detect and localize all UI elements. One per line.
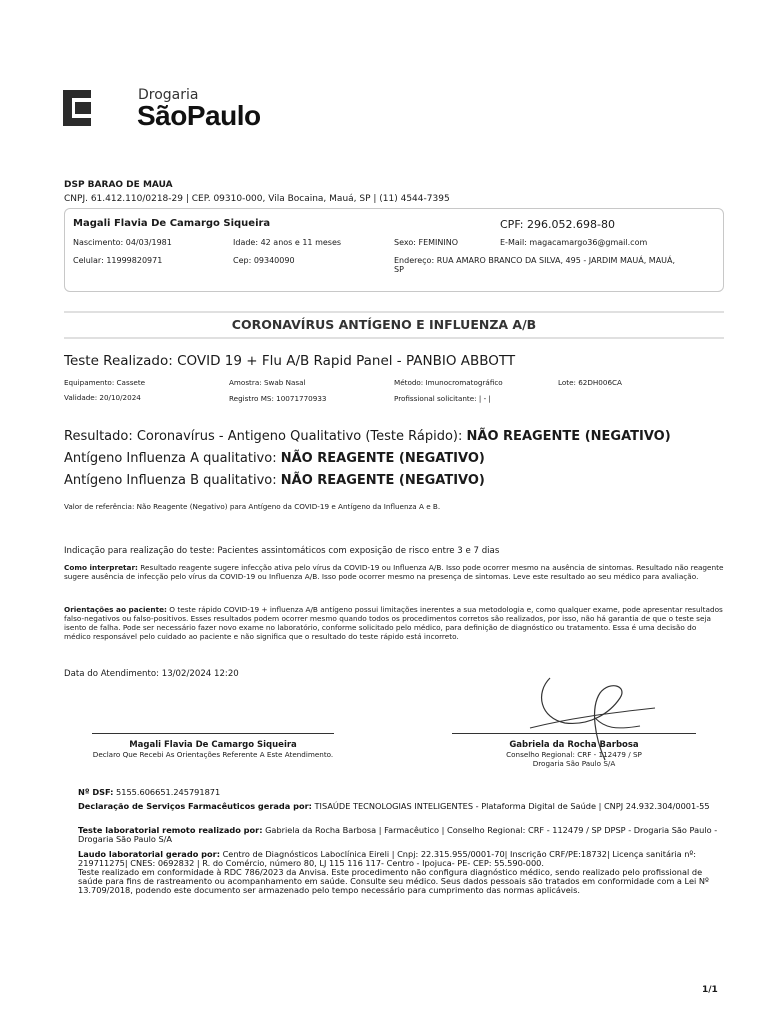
brand-title: SãoPaulo — [137, 100, 261, 131]
pharmacist-name: Gabriela da Rocha Barbosa — [509, 740, 639, 750]
pharmacist-signature-line — [452, 733, 696, 734]
remote-test-performer: Teste laboratorial remoto realizado por: Gabriela da Rocha Barbosa | Farmacêutico | Conselho Regional: CRF - 112479 / SP DPSP - Drogaria São Paulo - Drogaria São Paulo S/A — [78, 825, 718, 844]
store-name: DSP BARAO DE MAUA — [64, 180, 173, 190]
declaration-generator: Declaração de Serviços Farmacêuticos gerada por: TISAÚDE TECNOLOGIAS INTELIGENTES - Plataforma Digital de Saúde | CNPJ 24.932.304/0001-55 — [78, 801, 710, 811]
result-influenza-b: Antígeno Influenza B qualitativo: NÃO REAGENTE (NEGATIVO) — [64, 473, 485, 488]
store-info: CNPJ. 61.412.110/0218-29 | CEP. 09310-000, Vila Bocaina, Mauá, SP | (11) 4544-7395 — [64, 194, 450, 204]
report-generator: Laudo laboratorial gerado por: Centro de Diagnósticos Laboclínica Eireli | Cnpj: 22.315.955/0001-70| Inscrição CRF/PE:18732| Licença sanitária nº: 219711275| CNES: 0692832 | R. do Comércio, número 80, LJ 115 116 117- Centro - Ipojuca- PE- CEP: 55.590-000. — [78, 849, 697, 868]
patient-sex: Sexo: FEMININO — [394, 238, 459, 247]
pharmacist-store: Drogaria São Paulo S/A — [532, 759, 616, 768]
test-sample: Amostra: Swab Nasal — [229, 378, 306, 387]
patient-signature-line — [92, 733, 334, 734]
interpretation-paragraph: Como interpretar: Resultado reagente sugere infecção ativa pelo vírus da COVID-19 ou Influenza A/B. Isso pode ocorrer mesmo na ausência de sintomas. Resultado não reagente sugere ausência de infecção pelo vírus da COVID-19 ou Influenza A/B. Isso pode ocorrer mesmo na presença de sintomas. Leve este resultado ao seu médico para avaliação. — [64, 563, 724, 581]
patient-cpf: CPF: 296.052.698-80 — [500, 218, 615, 231]
test-performed: Teste Realizado: COVID 19 + Flu A/B Rapid Panel - PANBIO ABBOTT — [64, 353, 516, 369]
result-covid-value: NÃO REAGENTE (NEGATIVO) — [466, 429, 671, 444]
page-number: 1/1 — [702, 985, 718, 995]
patient-phone: Celular: 11999820971 — [73, 256, 163, 265]
test-validity: Validade: 20/10/2024 — [64, 393, 141, 402]
test-equipment: Equipamento: Cassete — [64, 378, 146, 387]
title-divider-top — [64, 311, 724, 313]
patient-name: Magali Flavia De Camargo Siqueira — [73, 218, 271, 229]
patient-address: Endereço: RUA AMARO BRANCO DA SILVA, 495 - JARDIM MAUÁ, MAUÁ, — [394, 256, 676, 265]
test-requester: Profissional solicitante: | - | — [394, 394, 491, 403]
patient-age: Idade: 42 anos e 11 meses — [233, 238, 342, 247]
dsf-number: Nº DSF: 5155.606651.245791871 — [78, 787, 221, 797]
result-covid: Resultado: Coronavírus - Antigeno Qualitativo (Teste Rápido): NÃO REAGENTE (NEGATIVO) — [64, 429, 671, 444]
result-influenza-a-value: NÃO REAGENTE (NEGATIVO) — [280, 451, 485, 466]
test-indication: Indicação para realização do teste: Pacientes assintomáticos com exposição de risco entre 3 e 7 dias — [64, 546, 500, 556]
test-lot: Lote: 62DH006CA — [558, 378, 622, 387]
test-registry: Registro MS: 10071770933 — [229, 394, 327, 403]
patient-signature-name: Magali Flavia De Camargo Siqueira — [129, 740, 297, 750]
logo-icon — [63, 90, 91, 126]
pharmacist-registration: Conselho Regional: CRF - 112479 / SP — [506, 750, 642, 759]
patient-email: E-Mail: magacamargo36@gmail.com — [500, 238, 648, 247]
attendance-date: Data do Atendimento: 13/02/2024 12:20 — [64, 669, 239, 679]
compliance-notice: Teste realizado em conformidade à RDC 786/2023 da Anvisa. Este procedimento não configura diagnóstico médico, sendo realizado pelo profissional de saúde para fins de rastreamento ou acompanhamento em saúde. Consulte seu médico. Seus dados pessoais são tratados em conformidade com a Lei Nº 13.709/2018, podendo este documento ser armazenado pelo tempo necessário para cumprimento das normas aplicáveis. — [78, 867, 709, 895]
result-influenza-b-value: NÃO REAGENTE (NEGATIVO) — [280, 473, 485, 488]
brand-subtitle: Drogaria — [138, 87, 199, 103]
title-divider-bottom — [64, 337, 724, 339]
patient-address-state: SP — [394, 265, 404, 274]
result-influenza-a: Antígeno Influenza A qualitativo: NÃO REAGENTE (NEGATIVO) — [64, 451, 485, 466]
patient-declaration: Declaro Que Recebi As Orientações Referente A Este Atendimento. — [92, 750, 334, 759]
test-method: Método: Imunocromatográfico — [394, 378, 503, 387]
guidance-paragraph: Orientações ao paciente: O teste rápido COVID-19 + influenza A/B antígeno possui limitações inerentes a sua metodologia e, como qualquer exame, pode apresentar resultados falso-negativos ou falso-positivos. Esses resultados podem ocorrer mesmo quando todos os procedimentos corretos são realizados, por isso, não há garantia de que o teste seja isento de falha. Pode ser necessário fazer novo exame no laboratório, conforme solicitado pelo médico, para definição de diagnóstico ou tratamento. Essa é uma decisão do médico responsável pelo cuidado ao paciente e não significa que o resultado do teste rápido está incorreto. — [64, 605, 723, 641]
report-title: CORONAVÍRUS ANTÍGENO E INFLUENZA A/B — [231, 317, 537, 332]
patient-birth: Nascimento: 04/03/1981 — [73, 238, 172, 247]
reference-value: Valor de referência: Não Reagente (Negativo) para Antígeno da COVID-19 e Antígeno da Influenza A e B. — [64, 502, 441, 511]
patient-cep: Cep: 09340090 — [233, 256, 295, 265]
